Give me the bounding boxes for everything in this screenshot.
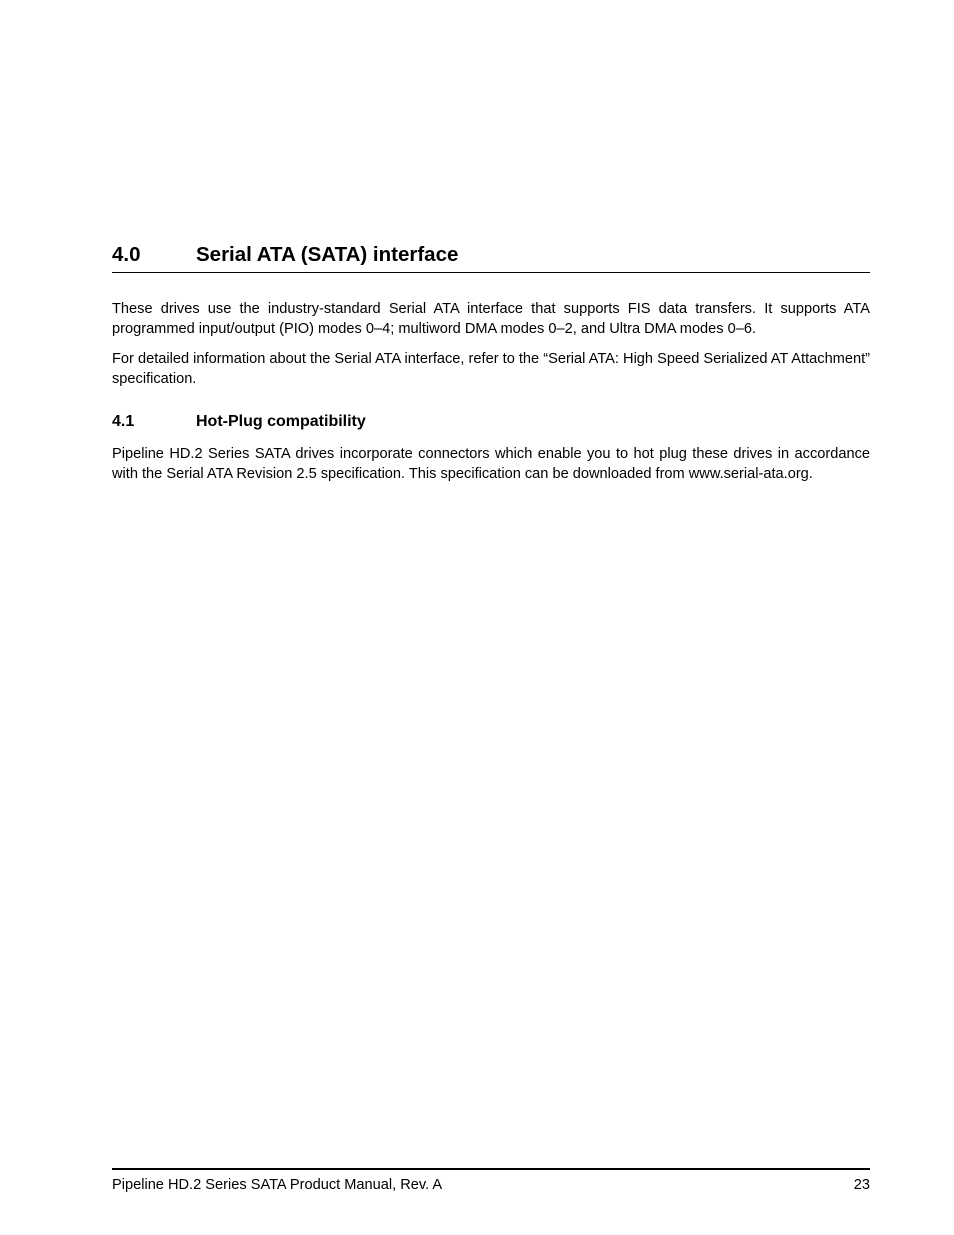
page-footer [112,1176,870,1195]
page-number: 23 [853,1177,870,1193]
section-title: Serial ATA (SATA) interface [196,243,459,266]
section-heading [112,242,870,273]
body-paragraph-1: These drives use the industry-standard Serial ATA interface that supports FIS data transfers. It supports ATA programmed input/output (PIO) modes 0–4; multiword DMA modes 0–2, and Ultra DMA modes 0–6. [112,301,870,337]
section-number: 4.0 [112,243,141,266]
document-page [112,0,870,1235]
subsection-heading [112,412,870,432]
subsection-paragraph: Pipeline HD.2 Series SATA drives incorporate connectors which enable you to hot plug these drives in accordance with the Serial ATA Revision 2.5 specification. This specification can be downloaded from www.serial-ata.org. [112,446,870,482]
subsection-number: 4.1 [112,413,135,430]
body-paragraph-2: For detailed information about the Serial ATA interface, refer to the “Serial ATA: High Speed Serialized AT Attachment” specification. [112,351,870,387]
subsection-title: Hot-Plug compatibility [196,413,366,430]
footer-rule [112,1168,870,1170]
footer-title: Pipeline HD.2 Series SATA Product Manual, Rev. A [112,1177,443,1193]
